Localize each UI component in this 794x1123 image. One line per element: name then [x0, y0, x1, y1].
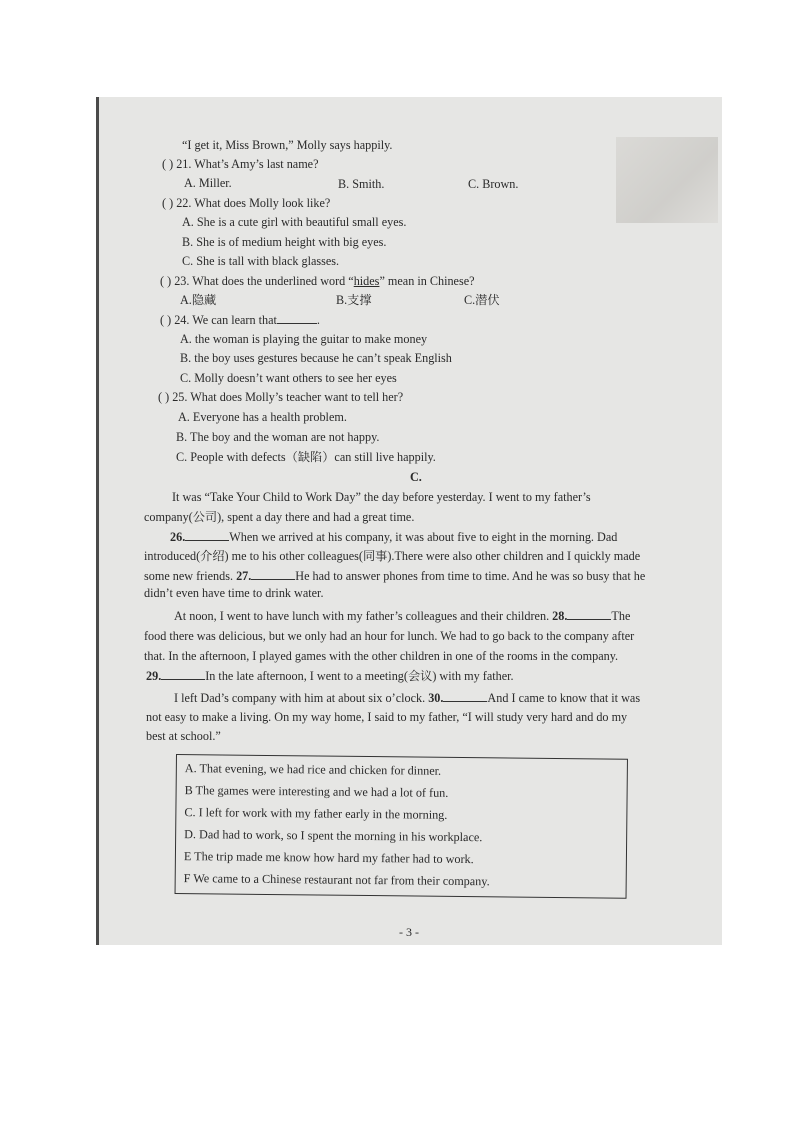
question-21: ( ) 21. What’s Amy’s last name?	[162, 157, 319, 171]
passage-line: It was “Take Your Child to Work Day” the day before yesterday. I went to my father’s	[172, 490, 591, 504]
passage-line: 26. When we arrived at his company, it was about five to eight in the morning. Dad	[170, 530, 618, 544]
underlined-word: hides	[353, 274, 380, 288]
q25-option-b: B. The boy and the woman are not happy.	[176, 430, 380, 444]
answer-blank	[567, 607, 611, 620]
q25-option-a: A. Everyone has a health problem.	[178, 410, 347, 424]
blank-number-28: 28.	[552, 609, 568, 623]
passage-line: best at school.”	[146, 729, 221, 743]
q22-option-c: C. She is tall with black glasses.	[182, 254, 340, 268]
passage-line: I left Dad’s company with him at about six o’clock. 30. And I came to know that it was	[174, 691, 641, 705]
question-25: ( ) 25. What does Molly’s teacher want to tell her?	[158, 390, 404, 404]
passage-line: company(公司), spent a day there and had a great time.	[144, 510, 415, 524]
q22-option-b: B. She is of medium height with big eyes.	[182, 235, 387, 249]
question-23: ( ) 23. What does the underlined word “hides” mean in Chinese?	[160, 274, 475, 288]
q23-option-c: C.潜伏	[464, 293, 500, 307]
intro-line: “I get it, Miss Brown,” Molly says happily.	[182, 138, 393, 152]
choice-b: B The games were interesting and we had a lot of fun.	[184, 783, 449, 800]
choice-a: A. That evening, we had rice and chicken for dinner.	[184, 761, 442, 778]
q21-option-a: A. Miller.	[184, 176, 232, 190]
q24-option-c: C. Molly doesn’t want others to see her eyes	[180, 371, 397, 385]
q23-option-b: B.支撑	[336, 293, 372, 307]
passage-line: At noon, I went to have lunch with my father’s colleagues and their children. 28. The	[174, 609, 631, 623]
q24-option-b: B. the boy uses gestures because he can’t speak English	[180, 351, 452, 365]
exam-page	[96, 97, 722, 945]
bleed-through-photo	[616, 137, 718, 223]
blank-number-26: 26.	[170, 530, 186, 544]
blank-number-29: 29.	[146, 669, 162, 683]
choice-e: E The trip made me know how hard my father had to work.	[183, 849, 474, 867]
passage-line: introduced(介绍) me to his other colleagues(同事).There were also other children and I quickly made	[144, 549, 641, 563]
choice-c: C. I left for work with my father early in the morning.	[184, 805, 448, 822]
blank-number-30: 30.	[428, 691, 444, 705]
q21-option-b: B. Smith.	[338, 177, 385, 191]
answer-blank	[161, 667, 205, 680]
answer-blank	[277, 311, 317, 324]
passage-line: some new friends. 27. He had to answer phones from time to time. And he was so busy that he	[144, 569, 646, 583]
question-22: ( ) 22. What does Molly look like?	[162, 196, 331, 210]
answer-options-box	[175, 754, 628, 899]
question-24: ( ) 24. We can learn that .	[160, 313, 320, 327]
q24-option-a: A. the woman is playing the guitar to make money	[180, 332, 428, 346]
q23-option-a: A.隐藏	[180, 293, 217, 307]
blank-number-27: 27.	[236, 569, 252, 583]
answer-blank	[251, 567, 295, 580]
passage-line: food there was delicious, but we only had an hour for lunch. We had to go back to the company after	[144, 629, 635, 643]
choice-d: D. Dad had to work, so I spent the morning in his workplace.	[184, 827, 483, 845]
choice-f: F We came to a Chinese restaurant not far from their company.	[183, 871, 490, 889]
passage-line: didn’t even have time to drink water.	[144, 586, 324, 600]
q22-option-a: A. She is a cute girl with beautiful small eyes.	[182, 215, 407, 229]
page-number: - 3 -	[399, 925, 419, 939]
passage-line: 29. In the late afternoon, I went to a meeting(会议) with my father.	[146, 669, 514, 683]
section-c-heading: C.	[410, 470, 422, 484]
passage-line: not easy to make a living. On my way home, I said to my father, “I will study very hard and do my	[146, 710, 628, 724]
passage-line: that. In the afternoon, I played games with the other children in one of the rooms in the company.	[144, 649, 619, 663]
q21-option-c: C. Brown.	[468, 177, 519, 191]
q25-option-c: C. People with defects（缺陷）can still live happily.	[176, 450, 436, 464]
answer-blank	[185, 528, 229, 541]
answer-blank	[443, 689, 487, 702]
